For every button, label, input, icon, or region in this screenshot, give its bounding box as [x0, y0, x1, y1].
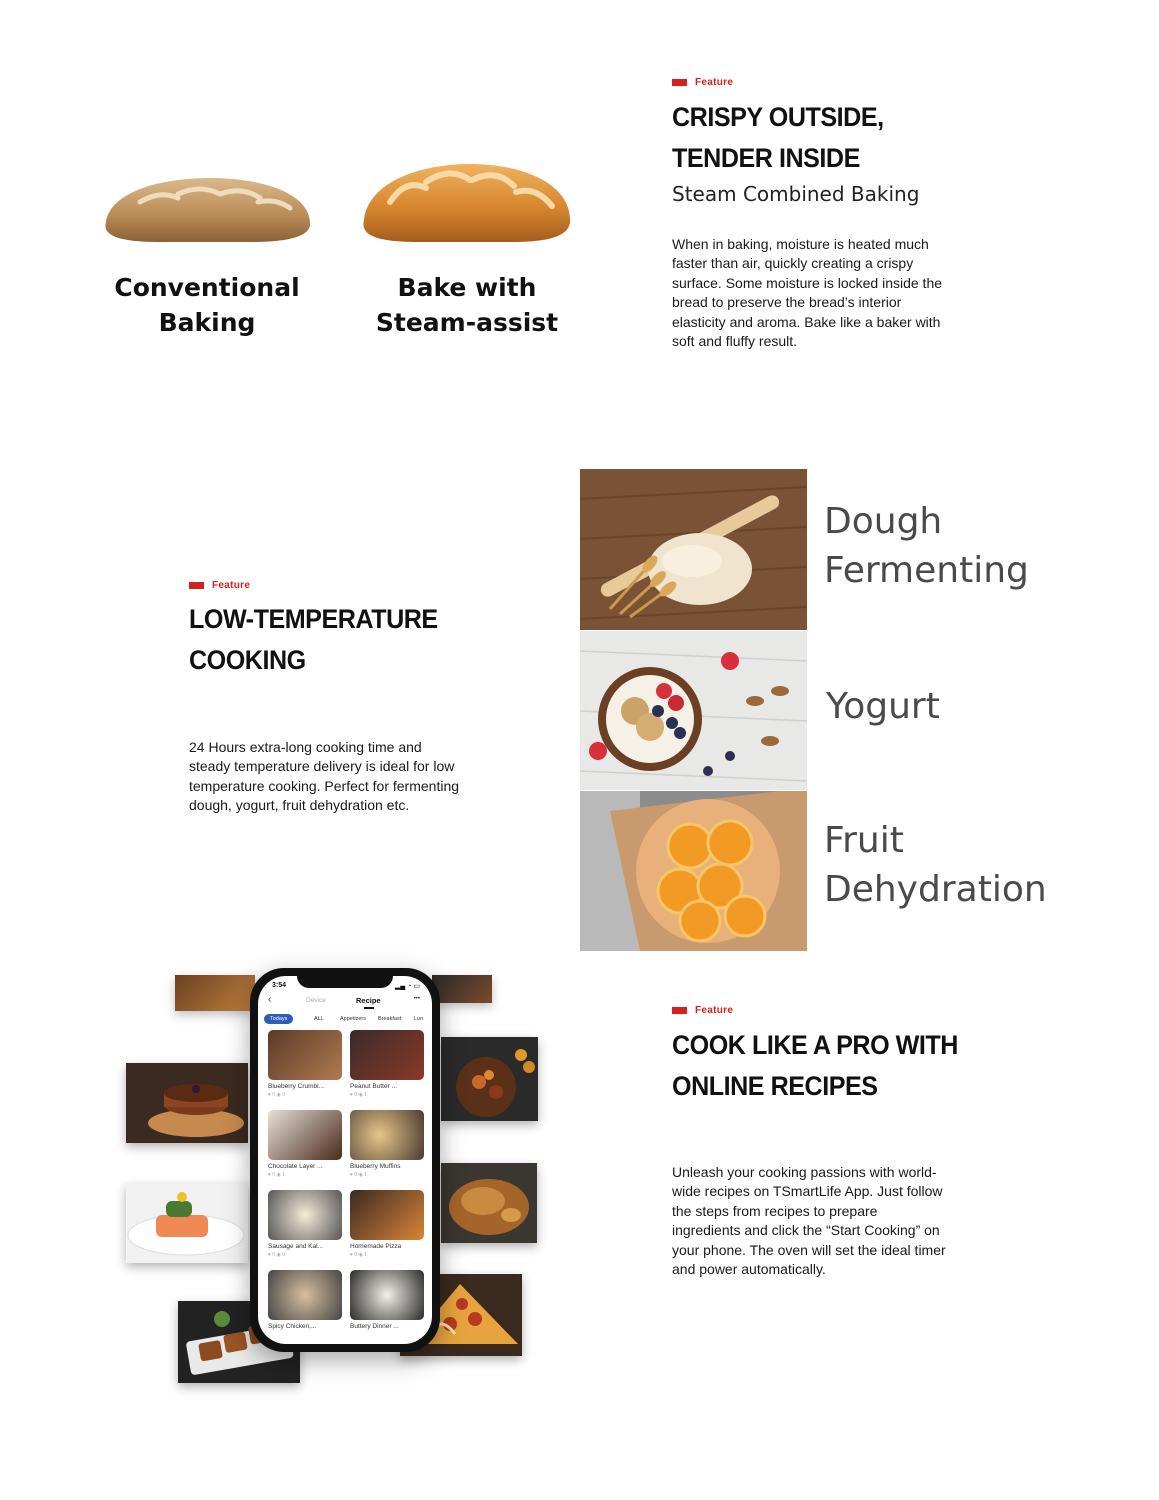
signal-wifi-battery-icon: ▂▄ ◔ ▭ [394, 983, 420, 990]
food-label-dough [824, 497, 1029, 595]
section-body [189, 738, 509, 816]
recipe-meta: ♥ 0 ◉ 1 [268, 1172, 286, 1178]
title-line: ONLINE RECIPES [672, 1071, 878, 1101]
recipe-image [350, 1190, 424, 1240]
recipe-card[interactable] [350, 1270, 424, 1330]
recipe-card[interactable] [350, 1030, 424, 1098]
recipe-meta: ♥ 0 ◉ 1 [350, 1172, 368, 1178]
food-tile [175, 975, 255, 1011]
title-line: COOKING [189, 645, 306, 675]
recipe-card[interactable] [350, 1190, 424, 1258]
tab-device[interactable]: Device [306, 997, 326, 1004]
body-line: wide recipes on TSmartLife App. Just follow [672, 1183, 943, 1200]
recipe-meta: ♥ 0 ◉ 1 [350, 1252, 368, 1258]
body-line: faster than air, quickly creating a crispy [672, 255, 914, 272]
body-line: Unleash your cooking passions with world- [672, 1164, 937, 1180]
recipe-meta: ♥ 0 ◉ 1 [350, 1092, 368, 1098]
conventional-bread-image [100, 172, 315, 247]
body-line: dough, yogurt, fruit dehydration etc. [189, 797, 410, 814]
conventional-baking-label [92, 270, 322, 340]
phone-mockup [250, 968, 440, 1352]
section-title [672, 97, 884, 179]
recipe-image [268, 1030, 342, 1080]
recipe-image [350, 1110, 424, 1160]
recipe-name: Spicy Chicken,... [268, 1323, 317, 1330]
body-line: 24 Hours extra-long cooking time and [189, 739, 422, 755]
steam-bread-image [360, 158, 575, 246]
red-bar-icon [189, 582, 204, 589]
yogurt-photo [580, 631, 807, 790]
recipe-image [268, 1190, 342, 1240]
chip-all[interactable]: ALL [314, 1016, 324, 1022]
food-tile [432, 975, 492, 1003]
body-line: elasticity and aroma. Bake like a baker with [672, 313, 941, 330]
label-line: Conventional [114, 273, 300, 302]
body-line: ingredients and click the “Start Cooking” on [672, 1222, 940, 1239]
label-line: Dough [824, 501, 943, 542]
body-line: surface. Some moisture is locked inside the [672, 274, 943, 291]
recipe-name: Chocolate Layer ... [268, 1163, 323, 1170]
fruit-dehydration-photo [580, 791, 807, 951]
recipe-card[interactable] [268, 1110, 342, 1178]
chip-breakfast[interactable]: Breakfast [378, 1016, 402, 1022]
label-line: Fermenting [824, 550, 1029, 591]
recipe-card[interactable] [350, 1110, 424, 1178]
tab-recipe[interactable]: Recipe [356, 996, 381, 1005]
label-line: Fruit [824, 820, 904, 861]
feature-tag-text: Feature [212, 580, 251, 591]
body-line: the steps from recipes to prepare [672, 1202, 878, 1219]
section-title [189, 599, 438, 681]
body-line: temperature cooking. Perfect for fermenting [189, 777, 460, 794]
back-chevron-icon[interactable]: ‹ [268, 994, 272, 1005]
chip-todays[interactable]: Todays [264, 1014, 293, 1024]
food-tile-pudding [126, 1063, 248, 1143]
feature-tag [189, 580, 250, 591]
dough-photo [580, 469, 807, 630]
label-line: Yogurt [826, 686, 940, 727]
section-body [672, 1163, 992, 1279]
steam-assist-label [352, 270, 582, 340]
body-line: your phone. The oven will set the ideal timer [672, 1241, 946, 1258]
food-tile-salmon [126, 1183, 248, 1263]
title-line: COOK LIKE A PRO WITH [672, 1030, 958, 1060]
body-line: steady temperature delivery is ideal for low [189, 758, 455, 775]
label-line: Baking [158, 308, 256, 337]
label-line: Steam-assist [375, 308, 559, 337]
body-line: bread to preserve the bread’s interior [672, 294, 902, 311]
label-line: Dehydration [824, 869, 1047, 910]
food-tile-stew [441, 1037, 538, 1121]
recipe-name: Peanut Butter ... [350, 1083, 397, 1090]
recipe-card[interactable] [268, 1190, 342, 1258]
body-line: soft and fluffy result. [672, 333, 798, 350]
red-bar-icon [672, 79, 687, 86]
red-bar-icon [672, 1007, 687, 1014]
food-label-fruit [824, 816, 1047, 914]
recipe-image [350, 1030, 424, 1080]
title-line: TENDER INSIDE [672, 143, 860, 173]
chip-lunch[interactable]: Lun [414, 1016, 424, 1022]
recipe-card[interactable] [268, 1270, 342, 1330]
recipe-meta: ♥ 0 ◉ 0 [268, 1252, 286, 1258]
more-icon[interactable]: ••• [413, 996, 420, 1002]
body-line: and power automatically. [672, 1261, 826, 1278]
phone-notch [297, 976, 393, 988]
chip-appetizers[interactable]: Appetizers [340, 1016, 366, 1022]
section-body [672, 235, 982, 351]
recipe-image [350, 1270, 424, 1320]
status-time: 3:54 [272, 982, 287, 989]
feature-tag-text: Feature [695, 77, 734, 88]
phone-screen [258, 976, 432, 1344]
label-line: Bake with [397, 273, 537, 302]
feature-tag-text: Feature [695, 1005, 734, 1016]
food-label-yogurt [826, 682, 940, 731]
section-subtitle: Steam Combined Baking [672, 182, 920, 206]
tab-underline [364, 1007, 374, 1009]
section-title [672, 1025, 958, 1107]
title-line: LOW-TEMPERATURE [189, 604, 438, 634]
recipe-card[interactable] [268, 1030, 342, 1098]
feature-tag [672, 1005, 733, 1016]
title-line: CRISPY OUTSIDE, [672, 102, 884, 132]
body-line: When in baking, moisture is heated much [672, 236, 929, 252]
recipe-name: Blueberry Crumbl... [268, 1083, 324, 1090]
food-tile-roast-chicken [441, 1163, 537, 1243]
feature-tag [672, 77, 733, 88]
recipe-meta: ♥ 0 ◉ 0 [268, 1092, 286, 1098]
recipe-name: Homemade Pizza [350, 1243, 402, 1250]
recipe-image [268, 1270, 342, 1320]
recipe-name: Blueberry Muffins [350, 1163, 401, 1170]
recipe-image [268, 1110, 342, 1160]
recipe-name: Buttery Dinner ... [350, 1323, 399, 1330]
recipe-name: Sausage and Kal... [268, 1243, 323, 1250]
